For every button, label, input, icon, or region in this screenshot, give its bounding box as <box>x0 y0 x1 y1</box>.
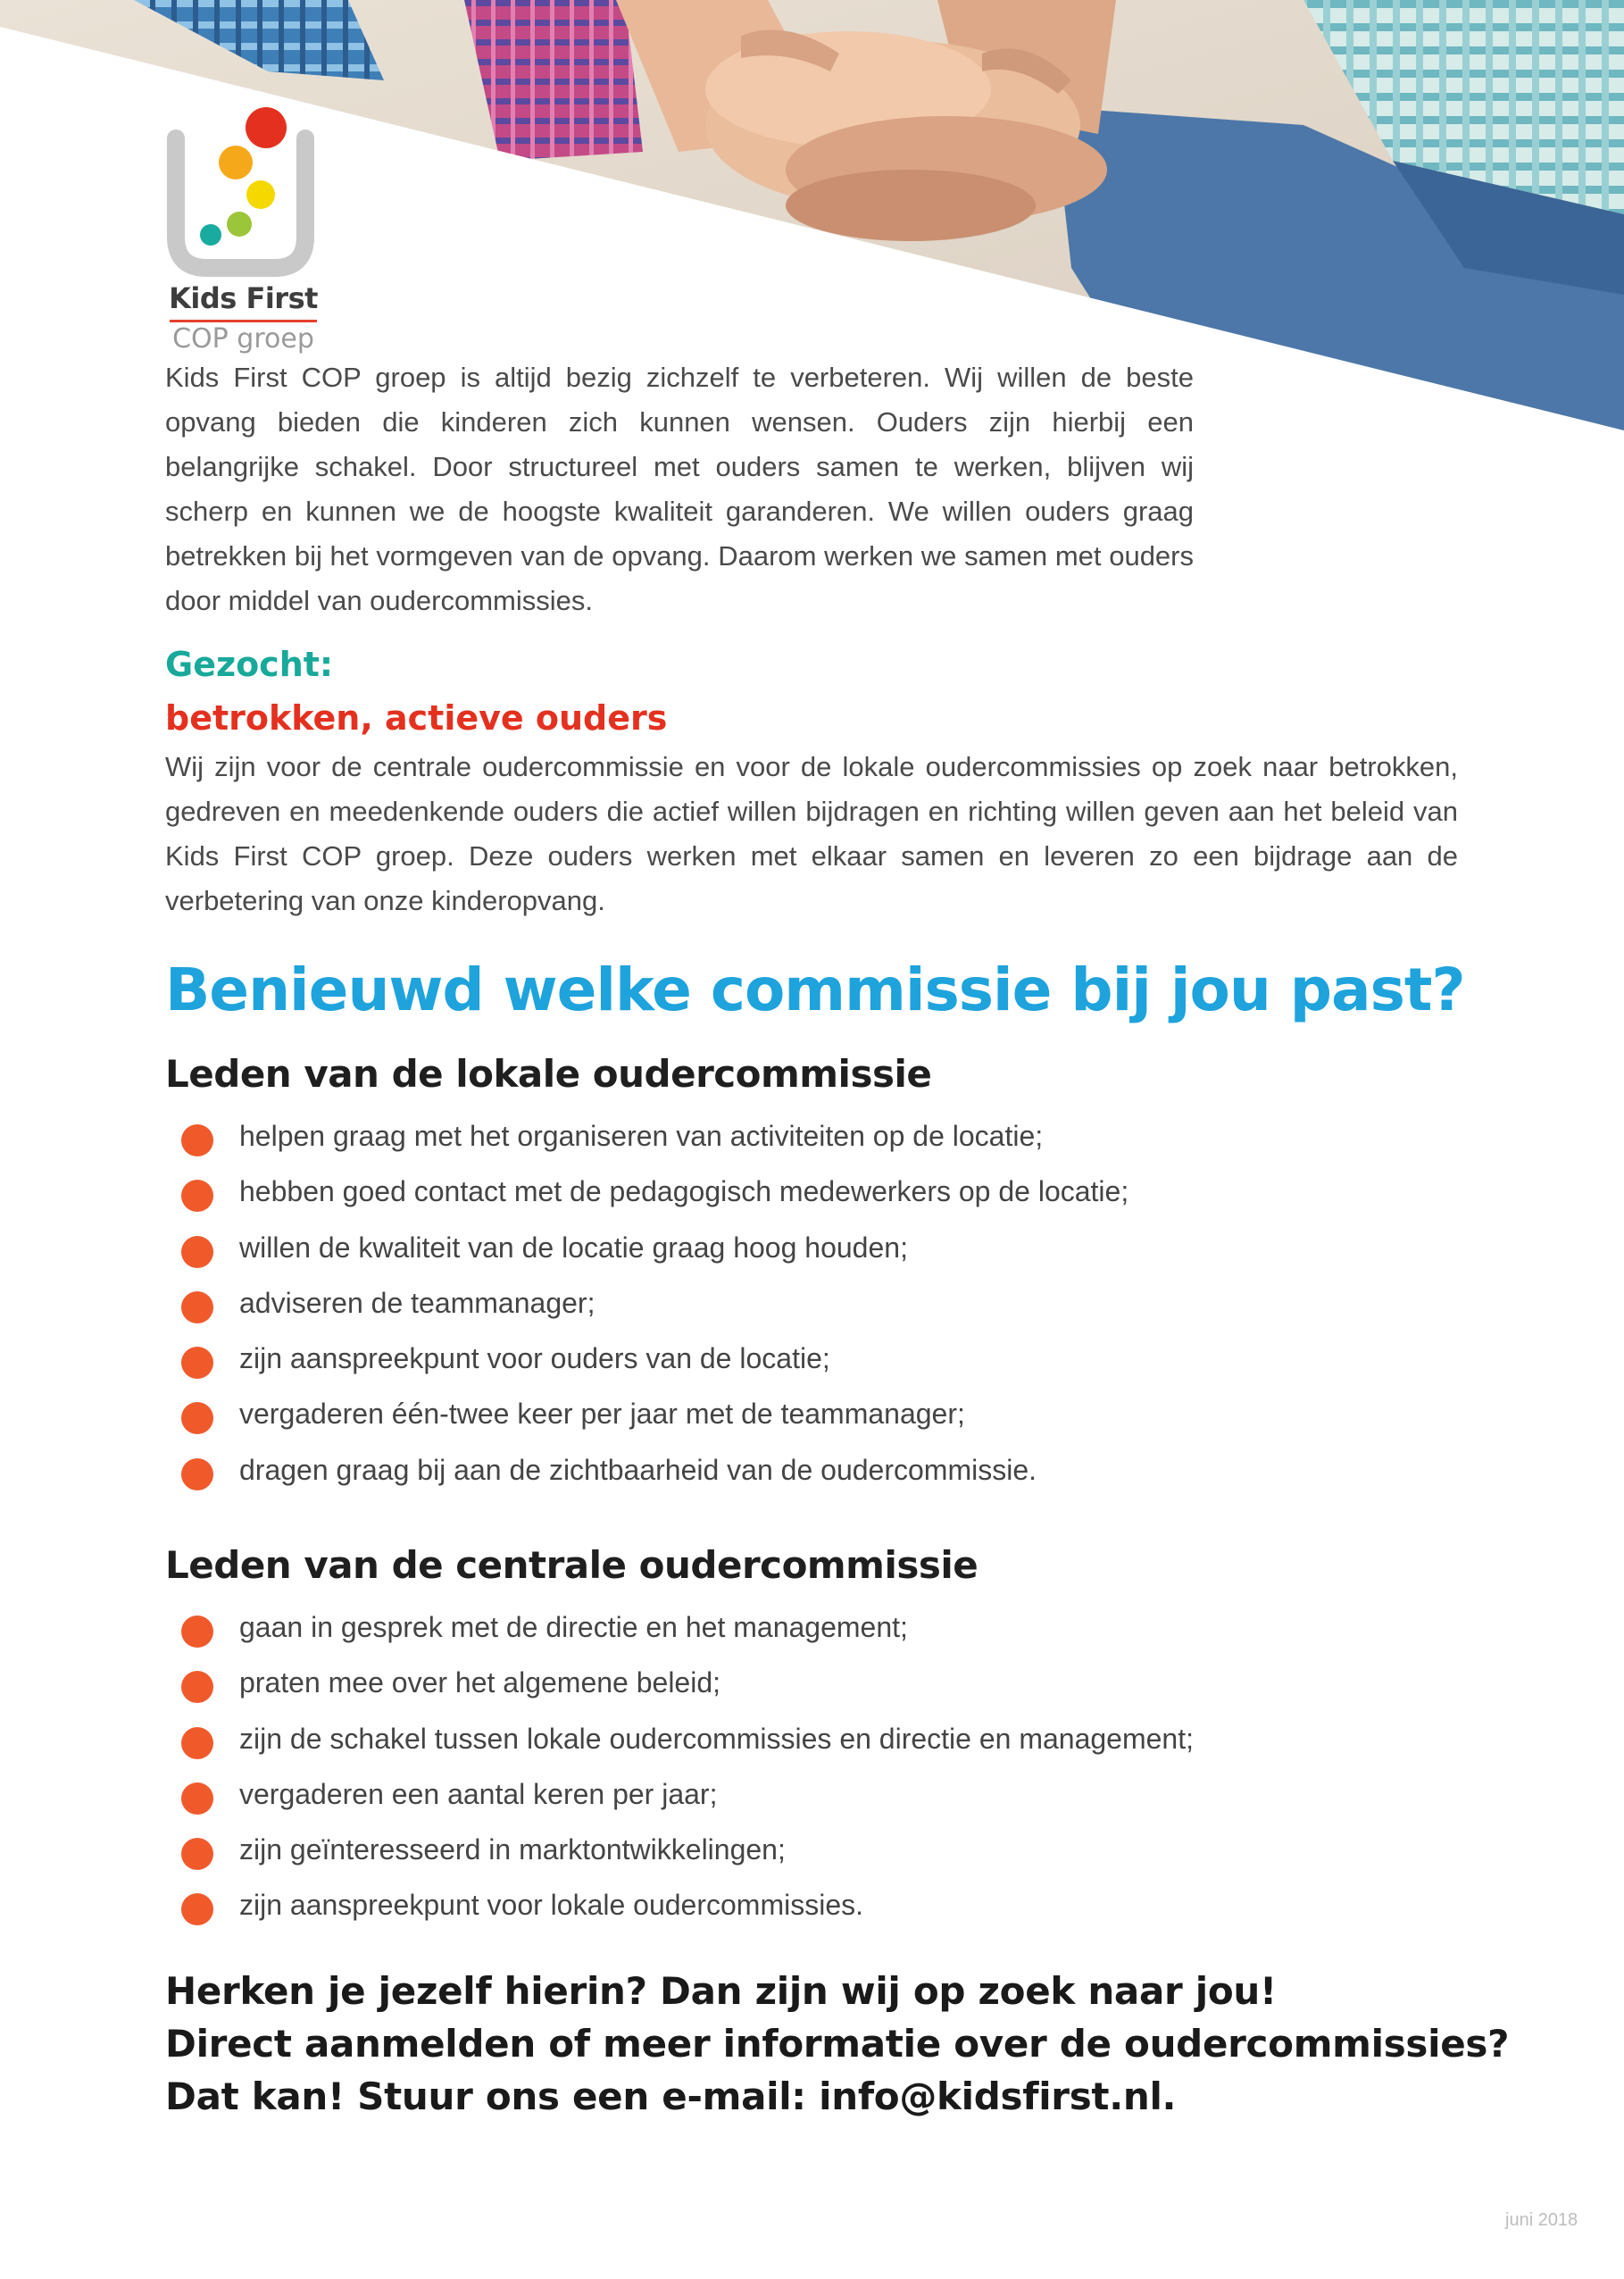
intro-paragraph: Kids First COP groep is altijd bezig zichzelf te verbeteren. Wij willen de beste opvang bieden die kinderen zich kunnen wensen. Ouders zijn hierbij een belangrijke schakel. Door structureel met ouders samen te werken, blijven wij scherp en kunnen we de hoogste kwaliteit garanderen. We willen ouders graag betrekken bij het vormgeven van de opvang. Daarom werken we samen met ouders door middel van oudercommissies. <box>165 362 1194 616</box>
bullet-icon <box>181 1180 213 1212</box>
list-item <box>179 1882 1194 1938</box>
list-item <box>179 1391 1128 1447</box>
bullet-icon <box>181 1893 213 1925</box>
list-item <box>179 1281 1128 1336</box>
list-item <box>179 1605 1194 1660</box>
list-item-text: praten mee over het algemene beleid; <box>239 1666 721 1699</box>
main-headline: Benieuwd welke commissie bij jou past? <box>165 956 1465 1024</box>
central-committee-list <box>179 1605 1194 1939</box>
wanted-paragraph: Wij zijn voor de centrale oudercommissie en voor de lokale oudercommissies op zoek naar betrokken, gedreven en meedenkende ouders die actief willen bijdragen en richting willen geven aan het beleid van Kids First COP groep. Deze ouders werken met elkaar samen en leveren zo een bijdrage aan de verbetering van onze kinderopvang. <box>165 751 1458 916</box>
list-item-text: gaan in gesprek met de directie en het management; <box>239 1611 908 1643</box>
list-item-text: vergaderen één-twee keer per jaar met de teammanager; <box>239 1398 965 1431</box>
logo-mark-icon <box>165 103 326 281</box>
cta-line-2: Direct aanmelden of meer informatie over de oudercommissies? <box>165 2022 1510 2066</box>
logo-subtitle: COP groep <box>172 323 314 355</box>
list-item <box>179 1716 1194 1772</box>
bullet-icon <box>181 1615 213 1648</box>
bullet-icon <box>181 1782 213 1815</box>
list-item-text: zijn aanspreekpunt voor lokale oudercommissies. <box>239 1889 864 1922</box>
call-to-action <box>165 1965 1509 2123</box>
list-item <box>179 1114 1128 1169</box>
list-item-text: zijn de schakel tussen lokale oudercommissies en directie en management; <box>239 1722 1194 1755</box>
logo-divider <box>170 320 317 322</box>
kids-first-logo <box>165 103 326 362</box>
local-committee-list <box>179 1114 1128 1503</box>
list-item-text: adviseren de teammanager; <box>239 1286 595 1319</box>
bullet-icon <box>181 1458 213 1490</box>
list-item-text: hebben goed contact met de pedagogisch medewerkers op de locatie; <box>239 1175 1129 1208</box>
list-item-text: zijn aanspreekpunt voor ouders van de locatie; <box>239 1342 830 1375</box>
cta-line-1: Herken je jezelf hierin? Dan zijn wij op zoek naar jou! <box>165 1969 1277 2013</box>
bullet-icon <box>181 1291 213 1323</box>
logo-name: Kids First <box>169 281 318 315</box>
list-item <box>179 1336 1128 1391</box>
bullet-icon <box>181 1124 213 1156</box>
cta-line-3: Dat kan! Stuur ons een e-mail: info@kidsfirst.nl. <box>165 2074 1177 2118</box>
wanted-title: betrokken, actieve ouders <box>165 698 668 738</box>
footer-date: juni 2018 <box>1505 2210 1578 2230</box>
bullet-icon <box>181 1236 213 1268</box>
bullet-icon <box>181 1402 213 1434</box>
list-item-text: willen de kwaliteit van de locatie graag hoog houden; <box>239 1231 908 1264</box>
list-item-text: helpen graag met het organiseren van activiteiten op de locatie; <box>239 1120 1044 1152</box>
list-item <box>179 1169 1128 1224</box>
bullet-icon <box>181 1838 213 1870</box>
list-item <box>179 1772 1194 1827</box>
wanted-label: Gezocht: <box>165 645 334 684</box>
bullet-icon <box>181 1727 213 1759</box>
central-committee-title: Leden van de centrale oudercommissie <box>165 1543 979 1587</box>
local-committee-title: Leden van de lokale oudercommissie <box>165 1052 932 1096</box>
list-item-text: vergaderen een aantal keren per jaar; <box>239 1777 718 1810</box>
list-item <box>179 1225 1128 1281</box>
list-item-text: zijn geïnteresseerd in marktontwikkelingen; <box>239 1833 786 1866</box>
bullet-icon <box>181 1671 213 1703</box>
list-item <box>179 1660 1194 1716</box>
list-item <box>179 1448 1128 1503</box>
list-item-text: dragen graag bij aan de zichtbaarheid van de oudercommissie. <box>239 1453 1037 1486</box>
list-item <box>179 1827 1194 1882</box>
bullet-icon <box>181 1347 213 1379</box>
